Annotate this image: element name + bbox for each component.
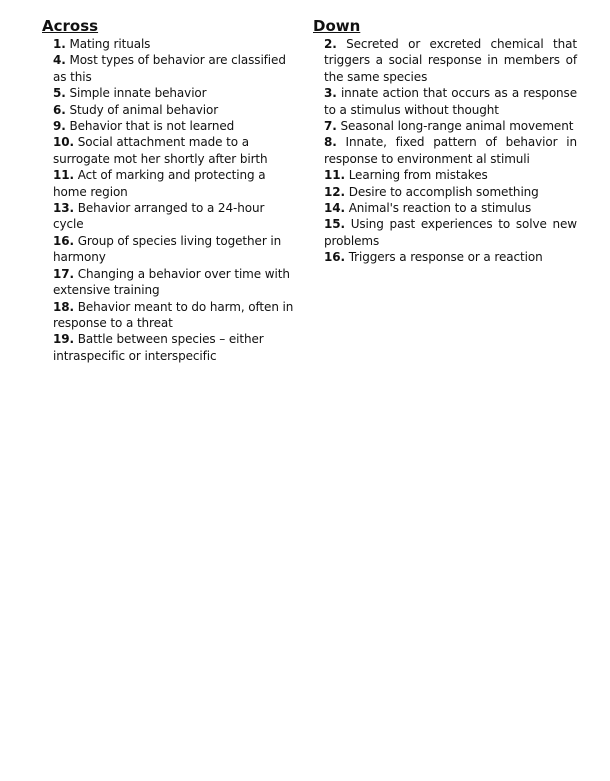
clue-item bbox=[324, 134, 577, 167]
clue-text: Changing a behavior over time with extensive training bbox=[53, 266, 290, 298]
clue-item bbox=[324, 216, 577, 249]
clue-number: 1. bbox=[53, 37, 66, 51]
clue-number: 12. bbox=[324, 184, 345, 199]
clue-text: Animal's reaction to a stimulus bbox=[348, 201, 532, 216]
down-clues bbox=[313, 17, 577, 266]
clue-number: 16. bbox=[53, 233, 74, 248]
clue-item bbox=[324, 249, 577, 265]
clue-text: innate action that occurs as a response to a stimulus without thought bbox=[324, 86, 577, 117]
clue-item bbox=[53, 36, 298, 52]
clue-number: 17. bbox=[53, 266, 74, 281]
clue-number: 8. bbox=[324, 135, 337, 150]
down-clue-list bbox=[313, 36, 577, 266]
clue-item bbox=[53, 299, 298, 332]
clue-number: 15. bbox=[324, 217, 345, 232]
clue-text: Behavior that is not learned bbox=[69, 119, 235, 134]
clue-text: Innate, fixed pattern of behavior in response to environment al stimuli bbox=[324, 135, 577, 166]
clue-item bbox=[53, 233, 298, 266]
clue-item bbox=[53, 52, 298, 85]
down-heading: Down bbox=[313, 17, 361, 35]
across-clue-list bbox=[42, 36, 298, 364]
clue-number: 19. bbox=[53, 332, 74, 347]
clue-number: 6. bbox=[53, 102, 66, 117]
clue-item bbox=[53, 266, 298, 299]
clue-text: Seasonal long-range animal movement bbox=[340, 119, 574, 134]
clue-text: Act of marking and protecting a home region bbox=[53, 168, 266, 199]
clue-item bbox=[53, 167, 298, 200]
clue-text: Most types of behavior are classified as this bbox=[53, 53, 286, 84]
clue-text: Social attachment made to a surrogate mot her shortly after birth bbox=[53, 135, 268, 166]
clue-item bbox=[53, 102, 298, 118]
clue-text: Behavior meant to do harm, often in response to a threat bbox=[53, 299, 294, 330]
clue-number: 16. bbox=[324, 250, 345, 265]
clue-item bbox=[324, 184, 577, 200]
clue-number: 5. bbox=[53, 86, 66, 101]
clue-text: Battle between species – either intraspecific or interspecific bbox=[53, 332, 264, 363]
clue-item bbox=[53, 85, 298, 101]
clue-number: 4. bbox=[53, 53, 66, 68]
clue-item bbox=[324, 36, 577, 85]
clue-number: 18. bbox=[53, 299, 74, 314]
clue-text: Learning from mistakes bbox=[348, 168, 488, 183]
clue-number: 14. bbox=[324, 201, 345, 216]
clue-item bbox=[53, 200, 298, 233]
clue-number: 3. bbox=[324, 86, 337, 101]
clue-number: 7. bbox=[324, 119, 337, 134]
clue-number: 11. bbox=[324, 168, 345, 183]
clue-number: 2. bbox=[324, 37, 337, 51]
clue-item bbox=[324, 118, 577, 134]
clue-text: Mating rituals bbox=[69, 37, 151, 51]
clue-item bbox=[324, 200, 577, 216]
clue-text: Secreted or excreted chemical that triggers a social response in members of the same species bbox=[324, 37, 578, 84]
clue-text: Triggers a response or a reaction bbox=[348, 250, 543, 265]
clue-item bbox=[53, 331, 298, 364]
clue-item bbox=[324, 85, 577, 118]
clue-number: 13. bbox=[53, 201, 74, 216]
clue-item bbox=[324, 167, 577, 183]
clue-text: Using past experiences to solve new problems bbox=[324, 217, 577, 248]
clue-text: Behavior arranged to a 24-hour cycle bbox=[53, 201, 265, 232]
clue-text: Group of species living together in harmony bbox=[53, 233, 282, 265]
clue-number: 9. bbox=[53, 119, 66, 134]
across-clues bbox=[42, 17, 298, 364]
clue-item bbox=[53, 134, 298, 167]
clue-item bbox=[53, 118, 298, 134]
across-heading: Across bbox=[42, 17, 99, 35]
clue-number: 10. bbox=[53, 135, 74, 150]
clue-number: 11. bbox=[53, 168, 74, 183]
clue-text: Simple innate behavior bbox=[69, 86, 207, 101]
clue-text: Desire to accomplish something bbox=[348, 184, 539, 199]
clue-text: Study of animal behavior bbox=[69, 102, 219, 117]
